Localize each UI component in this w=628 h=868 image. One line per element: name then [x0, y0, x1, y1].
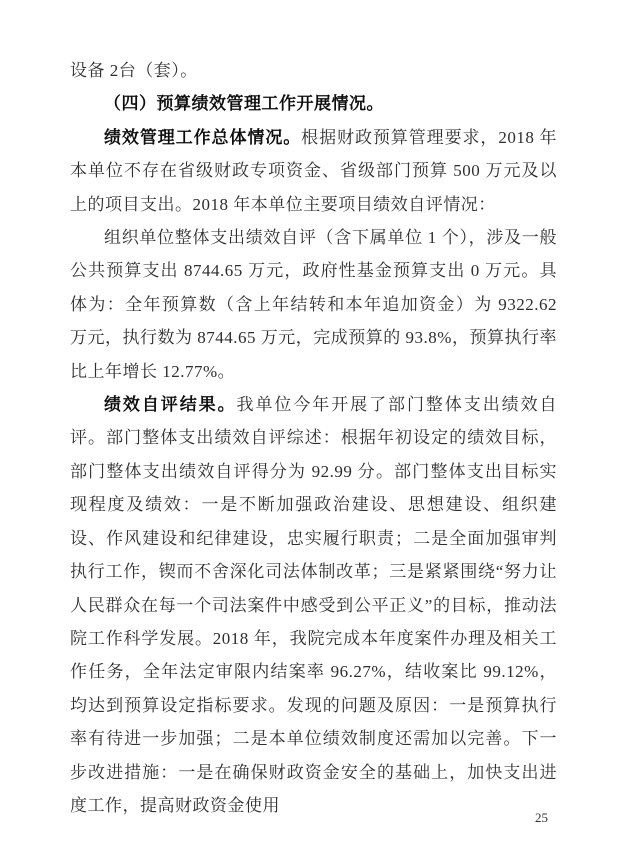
paragraph-body-performance-overview: 根据财政预算管理要求，2018 年本单位不存在省级财政专项资金、省级部门预算 500 万元及以上的项目支出。2018 年本单位主要项目绩效自评情况： [70, 127, 558, 214]
paragraph-body-self-eval-result: 我单位今年开展了部门整体支出绩效自评。部门整体支出绩效自评综述：根据年初设定的绩效目标，部门整体支出绩效自评得分为 92.99 分。部门整体支出目标实现程度及绩效：一是不断加强政治建设、思想建设、组织建设、作风建设和纪律建设，忠实履行职责；二是全面加强审判执行工作，锲而不舍深化司法体制改革；三是紧紧围绕“努力让人民群众在每一个司法案件中感受到公平正义”的目标，推动法院工作科学发展。2018 年，我院完成本年度案件办理及相关工作任务，全年法定审限内结案率 96.27%，结收案比 99.12%，均达到预算设定指标要求。发现的问题及原因：一是预算执行率有待进一步加强；二是本单位绩效制度还需加以完善。下一步改进措施：一是在确保财政资金安全的基础上，加快支出进度工作，提高财政资金使用 [70, 395, 558, 815]
paragraph-self-eval-detail: 组织单位整体支出绩效自评（含下属单位 1 个），涉及一般公共预算支出 8744.65 万元，政府性基金预算支出 0 万元。具体为：全年预算数（含上年结转和本年追加资金）为 9322.62 万元，执行数为 8744.65 万元，完成预算的 93.8%，预算执行率比上年增长 12.77%。 [70, 228, 557, 381]
page-text-block [70, 54, 557, 822]
paragraph-continuation: 设备 2台（套）。 [70, 61, 198, 80]
page-number: 25 [535, 810, 548, 825]
paragraph-lead-self-eval-result: 绩效自评结果。 [104, 395, 237, 415]
paragraph-lead-performance-overview: 绩效管理工作总体情况。 [104, 127, 302, 147]
paragraph-performance-overview [70, 121, 557, 221]
section-heading: （四）预算绩效管理工作开展情况。 [104, 94, 384, 114]
paragraph-self-eval-result [70, 388, 557, 822]
